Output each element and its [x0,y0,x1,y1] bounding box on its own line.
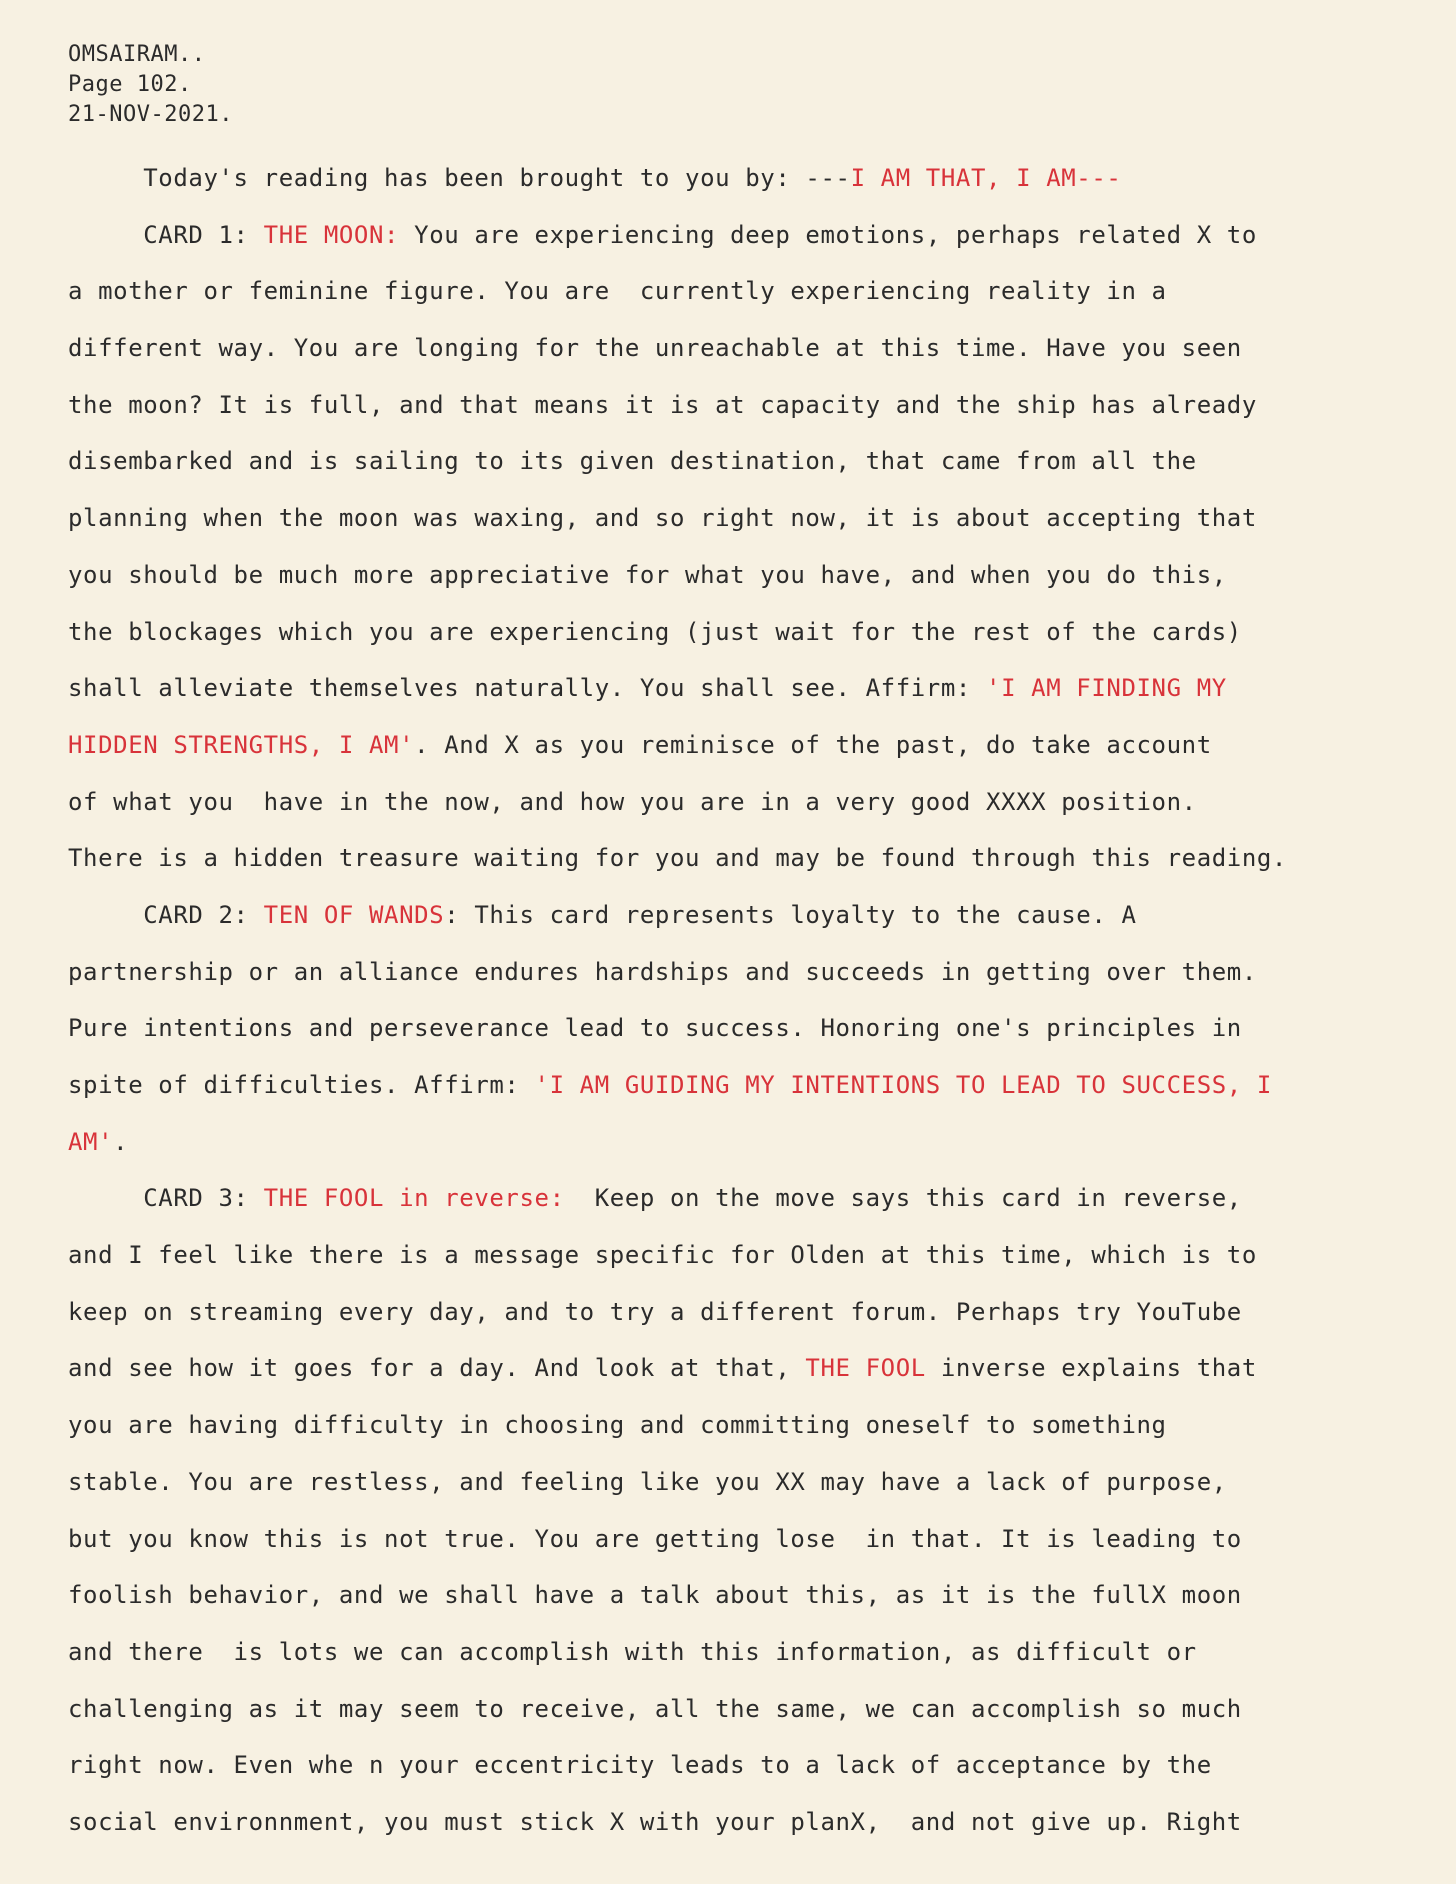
text-segment: There is a hidden treasure waiting for you and may be found through this reading. [68,844,1287,873]
text-line [68,150,1438,207]
text-line [68,944,1438,1001]
header-date: 21-NOV-2021. [68,102,233,127]
text-line [68,1681,1438,1738]
text-line [68,1397,1438,1454]
text-segment: disembarked and is sailing to its given destination, that came from all the [68,447,1197,476]
text-segment: but you know this is not true. You are getting lose in that. It is leading to [68,1524,1242,1553]
text-segment: . And X as you reminisce of the past, do take account [414,730,1212,759]
text-segment: shall alleviate themselves naturally. You shall see. Affirm: [68,674,987,703]
text-line [68,1170,1438,1227]
text-line [68,1454,1438,1511]
red-text-segment: 'I AM GUIDING MY INTENTIONS TO LEAD TO SUCCESS, I [534,1071,1272,1099]
text-segment: right now. Even whe n your eccentricity leads to a lack of acceptance by the [68,1751,1212,1780]
text-segment: you are having difficulty in choosing and committing oneself to something [68,1411,1167,1440]
text-line [68,1057,1438,1114]
text-line [68,377,1438,434]
text-segment: partnership or an alliance endures hardships and succeeds in getting over them. [68,957,1257,986]
text-line [68,604,1438,661]
text-segment: : This card represents loyalty to the cause. A [444,900,1137,929]
text-line [68,1511,1438,1568]
text-segment: the moon? It is full, and that means it is at capacity and the ship has already [68,390,1257,419]
text-segment: and see how it goes for a day. And look at that, [68,1354,806,1383]
text-segment: and there is lots we can accomplish with this information, as difficult or [68,1637,1197,1666]
red-text-segment: I AM THAT, I AM--- [850,164,1122,192]
text-line [68,490,1438,547]
red-text-segment: AM' [68,1127,114,1156]
red-text-segment: THE MOON: [263,220,400,249]
text-line [68,1114,1438,1171]
text-line [68,547,1438,604]
text-segment: Today's reading has been brought to you by: --- [68,164,851,192]
text-line [68,1567,1438,1624]
page-header [68,40,233,130]
text-segment: keep on streaming every day, and to try a different forum. Perhaps try YouTube [68,1297,1242,1326]
text-segment: Keep on the move says this card in reverse, [564,1184,1242,1213]
header-title: OMSAIRAM.. [68,42,206,67]
text-line [68,1794,1438,1851]
text-line [68,1000,1438,1057]
text-line [68,887,1438,944]
text-segment: the blockages which you are experiencing (just wait for the rest of the cards) [68,617,1242,646]
text-segment: Pure intentions and perseverance lead to success. Honoring one's principles in [68,1014,1242,1043]
text-segment: planning when the moon was waxing, and so right now, it is about accepting that [68,504,1257,533]
reading-body [68,150,1438,1851]
text-line [68,1340,1438,1397]
text-line [68,1284,1438,1341]
red-text-segment: 'I AM FINDING MY [986,674,1227,703]
text-line [68,717,1438,774]
text-line [68,207,1438,264]
text-segment: . [113,1127,129,1156]
text-segment: CARD 1: [68,220,264,249]
text-line [68,774,1438,831]
red-text-segment: THE FOOL in reverse: [263,1184,565,1213]
text-line [68,320,1438,377]
text-segment: foolish behavior, and we shall have a talk about this, as it is the fullX moon [68,1581,1242,1610]
text-segment: of what you have in the now, and how you are in a very good XXXX position. [68,787,1197,816]
text-segment: CARD 2: [68,900,264,929]
text-segment: and I feel like there is a message specific for Olden at this time, which is to [68,1241,1257,1270]
text-segment: a mother or feminine figure. You are currently experiencing reality in a [68,277,1167,306]
header-page-number: Page 102. [68,72,192,97]
red-text-segment: TEN OF WANDS [263,900,445,929]
text-line [68,1624,1438,1681]
text-segment: CARD 3: [68,1184,264,1213]
text-segment: inverse explains that [925,1354,1257,1383]
text-segment: stable. You are restless, and feeling like you XX may have a lack of purpose, [68,1467,1227,1496]
text-segment: spite of difficulties. Affirm: [68,1071,535,1099]
text-segment: You are experiencing deep emotions, perhaps related X to [399,220,1257,249]
text-line [68,830,1438,887]
text-line [68,263,1438,320]
text-line [68,433,1438,490]
text-segment: you should be much more appreciative for what you have, and when you do this, [68,560,1227,589]
text-segment: challenging as it may seem to receive, all the same, we can accomplish so much [68,1694,1242,1723]
text-segment: different way. You are longing for the unreachable at this time. Have you seen [68,334,1242,363]
text-segment: social environnment, you must stick X with your planX, and not give up. Right [68,1807,1242,1836]
text-line [68,1737,1438,1794]
red-text-segment: HIDDEN STRENGTHS, I AM' [68,730,415,759]
red-text-segment: THE FOOL [805,1354,926,1383]
text-line [68,660,1438,717]
text-line [68,1227,1438,1284]
